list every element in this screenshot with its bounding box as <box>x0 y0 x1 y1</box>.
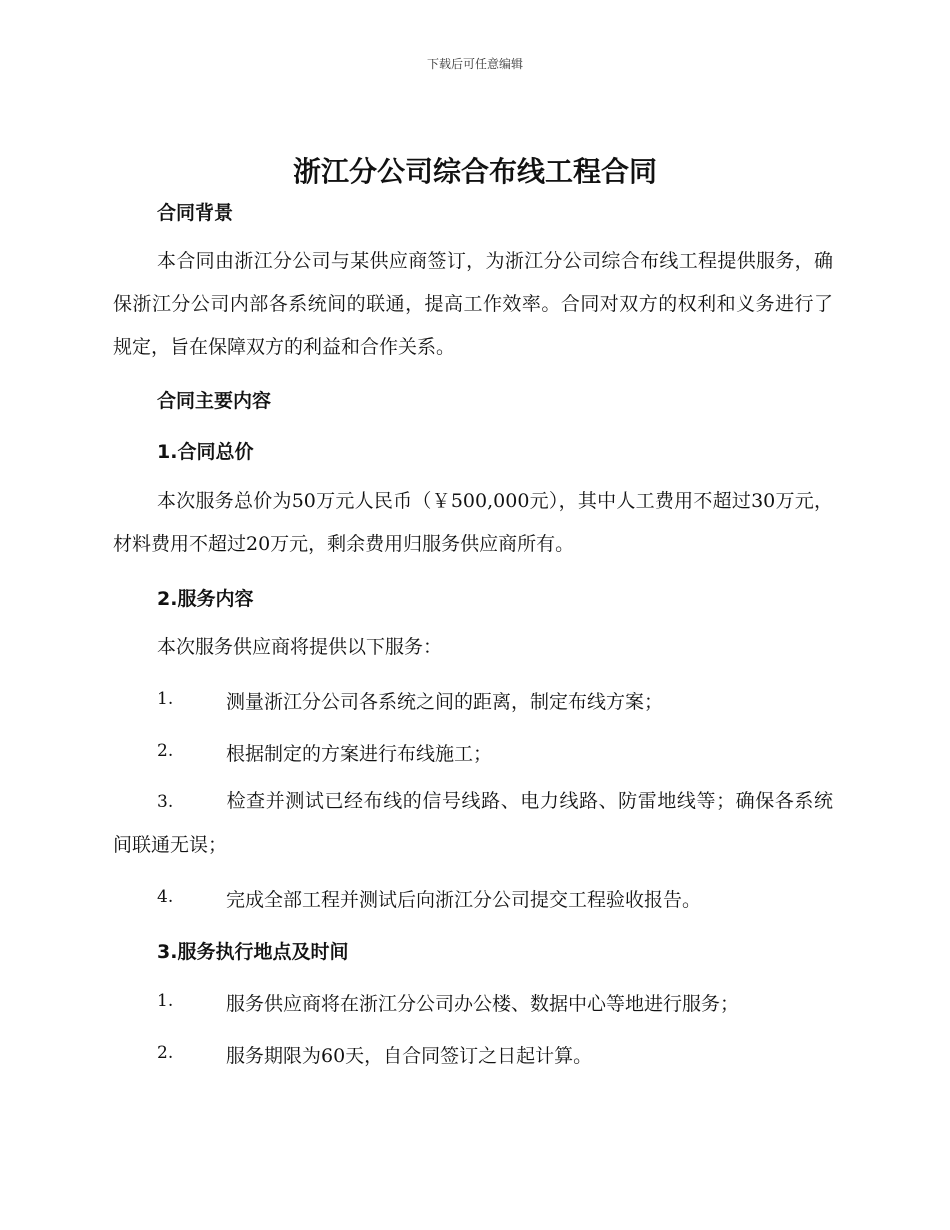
price-paragraph: 本次服务总价为50万元人民币（￥500,000元），其中人工费用不超过30万元，材料费用不超过20万元，剩余费用归服务供应商所有。 <box>113 490 833 555</box>
service-item-number: 4. <box>157 887 174 907</box>
service-item-number: 3. <box>157 792 174 812</box>
location-item-number: 2. <box>157 1043 174 1063</box>
service-item-text: 根据制定的方案进行布线施工； <box>226 743 493 765</box>
service-item-text: 测量浙江分公司各系统之间的距离，制定布线方案； <box>226 691 664 713</box>
location-item-number: 1. <box>157 991 174 1011</box>
section-heading-location: 3.服务执行地点及时间 <box>157 941 349 963</box>
location-item-text: 服务期限为60天，自合同签订之日起计算。 <box>226 1045 593 1067</box>
section-heading-main: 合同主要内容 <box>157 390 272 412</box>
background-paragraph: 本合同由浙江分公司与某供应商签订，为浙江分公司综合布线工程提供服务，确保浙江分公司内部各系统间的联通，提高工作效率。合同对双方的权利和义务进行了规定，旨在保障双方的利益和合作关系。 <box>113 250 833 358</box>
section-heading-price: 1.合同总价 <box>157 441 254 463</box>
service-item-number: 2. <box>157 741 174 761</box>
service-item-wrapped <box>113 780 833 867</box>
location-item-text: 服务供应商将在浙江分公司办公楼、数据中心等地进行服务； <box>226 993 740 1015</box>
service-item-text: 完成全部工程并测试后向浙江分公司提交工程验收报告。 <box>226 889 702 911</box>
service-item-text: 检查并测试已经布线的信号线路、电力线路、防雷地线等；确保各系统间联通无误； <box>113 790 833 856</box>
section-heading-service: 2.服务内容 <box>157 588 254 610</box>
service-intro: 本次服务供应商将提供以下服务： <box>157 636 443 658</box>
document-title: 浙江分公司综合布线工程合同 <box>292 155 657 188</box>
section-heading-background: 合同背景 <box>157 202 234 224</box>
service-item-number: 1. <box>157 689 174 709</box>
page-header: 下载后可任意编辑 <box>426 57 523 71</box>
